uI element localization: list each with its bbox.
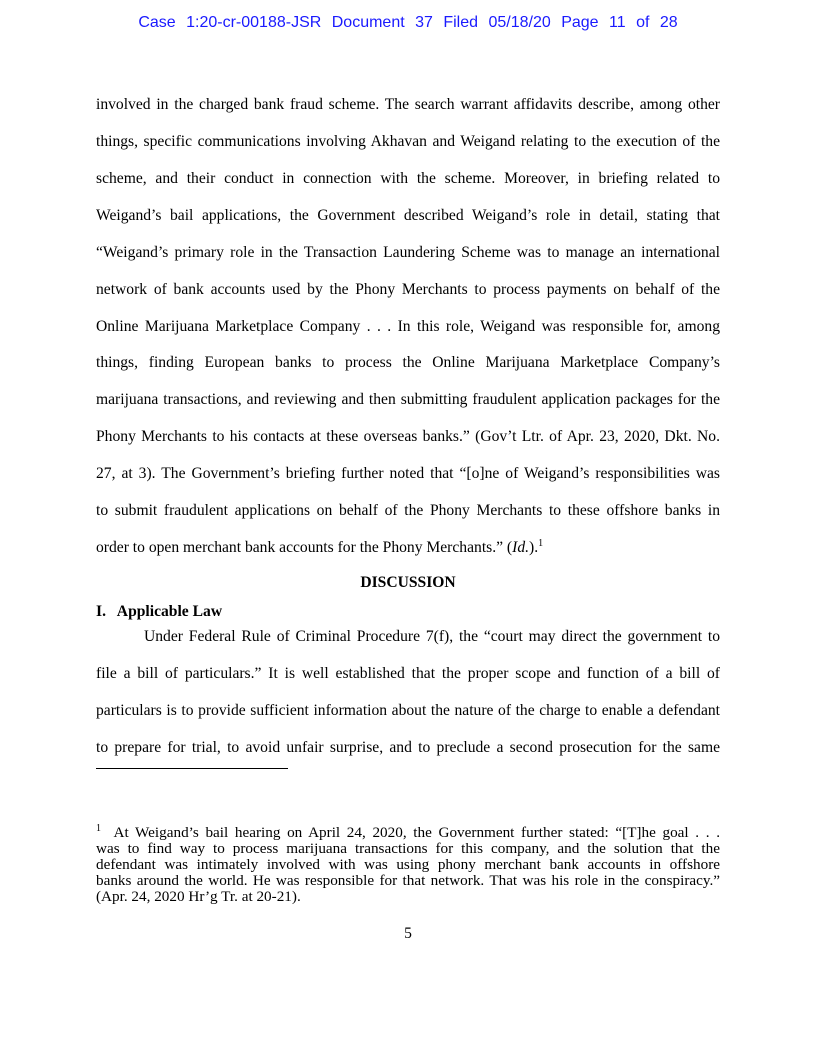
section-heading: I. Applicable Law <box>96 603 223 620</box>
footnote-separator <box>96 768 288 769</box>
footnote-line: banks around the world. He was responsible for that network. That was his role in the conspiracy.” <box>96 872 720 889</box>
id-citation: Id. <box>512 539 530 556</box>
text-line: Online Marijuana Marketplace Company . . . In this role, Weigand was responsible for, among <box>96 318 720 335</box>
footnote-line: (Apr. 24, 2020 Hr’g Tr. at 20-21). <box>96 888 301 905</box>
footnote-line: defendant was intimately involved with was using phony merchant bank accounts in offshore <box>96 856 720 873</box>
text-line: marijuana transactions, and reviewing and then submitting fraudulent application packages for the <box>96 391 720 408</box>
text-line: to submit fraudulent applications on behalf of the Phony Merchants to these offshore banks in <box>96 502 720 519</box>
footnote-marker: 1 <box>96 823 101 834</box>
text-line: Under Federal Rule of Criminal Procedure 7(f), the “court may direct the government to <box>144 628 720 645</box>
text-line: to prepare for trial, to avoid unfair surprise, and to preclude a second prosecution for the same <box>96 739 720 756</box>
text-line <box>96 539 720 557</box>
text-segment: ). <box>529 539 539 556</box>
text-line: Weigand’s bail applications, the Government described Weigand’s role in detail, stating that <box>96 207 720 224</box>
text-line: network of bank accounts used by the Phony Merchants to process payments on behalf of the <box>96 281 720 298</box>
footnote-line <box>96 825 720 841</box>
text-line: file a bill of particulars.” It is well established that the proper scope and function of a bill of <box>96 665 720 682</box>
text-line: particulars is to provide sufficient information about the nature of the charge to enable a defendant <box>96 702 720 719</box>
text-segment: order to open merchant bank accounts for the Phony Merchants.” ( <box>96 539 513 556</box>
footnote-reference[interactable]: 1 <box>538 538 544 549</box>
text-line: involved in the charged bank fraud scheme. The search warrant affidavits describe, among other <box>96 96 720 113</box>
case-header: Case 1:20-cr-00188-JSR Document 37 Filed 05/18/20 Page 11 of 28 <box>138 14 678 31</box>
text-line: “Weigand’s primary role in the Transaction Laundering Scheme was to manage an international <box>96 244 720 261</box>
text-line: Phony Merchants to his contacts at these overseas banks.” (Gov’t Ltr. of Apr. 23, 2020, Dkt. No. <box>96 428 720 445</box>
text-line: things, finding European banks to process the Online Marijuana Marketplace Company’s <box>96 354 720 371</box>
text-segment: At Weigand’s bail hearing on April 24, 2020, the Government further stated: “[T]he goal . . . <box>113 824 720 841</box>
text-line: things, specific communications involving Akhavan and Weigand relating to the execution of the <box>96 133 720 150</box>
page-number: 5 <box>404 925 412 942</box>
text-line: scheme, and their conduct in connection with the scheme. Moreover, in briefing related to <box>96 170 720 187</box>
discussion-heading: DISCUSSION <box>360 574 456 591</box>
footnote-line: was to find way to process marijuana transactions for this company, and the solution that the <box>96 840 720 857</box>
text-line: 27, at 3). The Government’s briefing further noted that “[o]ne of Weigand’s responsibilities was <box>96 465 720 482</box>
